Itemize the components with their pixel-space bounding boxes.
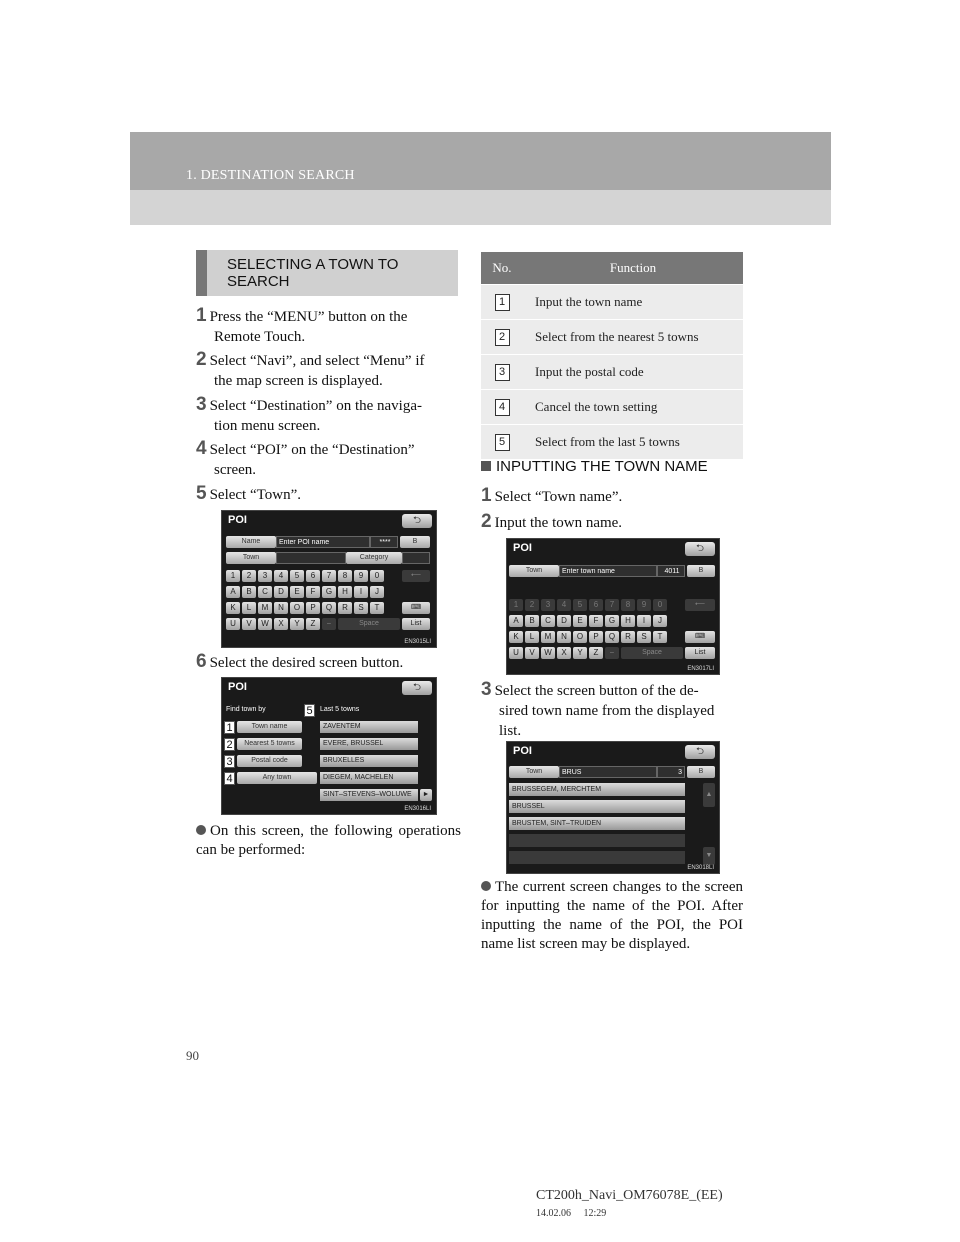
key-4[interactable]: 4 [274,570,288,582]
poi-search-screen: POI ⮌ Name Enter POI name **** B Town Category 1 2 3 4 5 6 7 8 9 0 ⟵ A B C D E F G H I J K L M N O P Q R S T ⌨ U V W X Y Z – Space List EN3015LI [221,510,437,648]
key-8[interactable]: 8 [621,599,635,611]
back-button[interactable]: ⮌ [685,542,715,556]
b-button[interactable]: B [400,536,430,548]
key-v[interactable]: V [242,618,256,630]
callout-5: 5 [304,704,315,717]
back-button[interactable]: ⮌ [685,745,715,759]
print-timestamp: 14.02.06 12:29 [536,1208,607,1219]
key-2[interactable]: 2 [525,599,539,611]
key-0[interactable]: 0 [370,570,384,582]
heading-bar [196,250,207,296]
key-8[interactable]: 8 [338,570,352,582]
operations-note: On this screen, the following operations can be performed: [196,823,461,858]
scroll-right-icon[interactable]: ► [420,789,432,801]
town-result-list-screen: POI ⮌ Town BRUS 3 B BRUSSEGEM, MERCHTEM BRUSSEL BRUSTEM, SINT–TRUIDEN ▲ ▼ EN3018LI [506,741,720,874]
callout-3: 3 [224,755,235,768]
b-button[interactable]: B [687,565,715,577]
bullet-icon [196,825,206,835]
back-button[interactable]: ⮌ [402,514,432,528]
town-item[interactable]: BRUXELLES [320,755,418,767]
key-q[interactable]: Q [605,631,619,643]
key-y[interactable]: Y [573,647,587,659]
key-a[interactable]: A [509,615,523,627]
back-button[interactable]: ⮌ [402,681,432,695]
key-n[interactable]: N [274,602,288,614]
town-button[interactable]: Town [226,552,276,564]
step-2: 2 Select “Navi”, and select “Menu” if the map screen is displayed. [196,349,425,389]
table-row [481,390,743,425]
callout-number: 4 [495,399,510,416]
town-name-button[interactable]: Town name [237,721,302,733]
image-code: EN3018LI [687,865,714,871]
step-6: 6 Select the desired screen button. [196,651,404,672]
section-heading [196,250,458,296]
key-c[interactable]: C [541,615,555,627]
backspace-icon[interactable]: ⟵ [685,599,715,611]
key-z[interactable]: Z [589,647,603,659]
key-j[interactable]: J [370,586,384,598]
key-7[interactable]: 7 [322,570,336,582]
key-y[interactable]: Y [290,618,304,630]
poi-name-field[interactable]: Enter POI name [276,536,370,548]
key-x[interactable]: X [557,647,571,659]
callout-2: 2 [224,738,235,751]
image-code: EN3015LI [404,639,431,645]
postal-code-button[interactable]: Postal code [237,755,302,767]
result-item[interactable]: BRUSSEL [509,800,685,813]
callout-1: 1 [224,721,235,734]
key-4[interactable]: 4 [557,599,571,611]
document-id: CT200h_Navi_OM76078E_(EE) [536,1188,723,1203]
screen-change-note: The current screen changes to the screen for inputting the name of the POI. After inputting the name of the POI, the POI name list screen may be displayed. [481,879,743,952]
key-n[interactable]: N [557,631,571,643]
key-m[interactable]: M [258,602,272,614]
key-1[interactable]: 1 [226,570,240,582]
match-count: **** [370,536,398,548]
step-5: 5 Select “Town”. [196,483,301,504]
key-c[interactable]: C [258,586,272,598]
key-9[interactable]: 9 [637,599,651,611]
key-3[interactable]: 3 [541,599,555,611]
space-key[interactable]: Space [621,647,683,659]
town-name-field[interactable]: BRUS [559,766,657,778]
step-1: 1 Press the “MENU” button on the Remote Touch. [196,305,408,345]
key-b[interactable]: B [242,586,256,598]
any-town-button[interactable]: Any town [237,772,317,784]
find-town-by-label: Find town by [226,706,266,713]
key-f[interactable]: F [306,586,320,598]
nearest-5-towns-button[interactable]: Nearest 5 towns [237,738,302,750]
key-0[interactable]: 0 [653,599,667,611]
callout-number: 3 [495,364,510,381]
callout-number: 1 [495,294,510,311]
callout-number: 2 [495,329,510,346]
key-v[interactable]: V [525,647,539,659]
scroll-down-icon[interactable]: ▼ [703,847,715,865]
key-t[interactable]: T [653,631,667,643]
callout-number: 5 [495,434,510,451]
town-field [276,552,346,564]
key-p[interactable]: P [589,631,603,643]
section-title: 1. DESTINATION SEARCH [186,168,355,183]
bullet-icon [481,881,491,891]
key-5[interactable]: 5 [290,570,304,582]
key-i[interactable]: I [354,586,368,598]
key-s[interactable]: S [354,602,368,614]
subheading: INPUTTING THE TOWN NAME [481,458,708,475]
town-name-input-screen: POI ⮌ Town Enter town name 4011 B 1 2 3 4 5 6 7 8 9 0 ⟵ A B C D E F G H I J K L M N O P Q R S T ⌨ U V W X Y Z – Space List EN3017LI [506,538,720,675]
key-6[interactable]: 6 [306,570,320,582]
key-7[interactable]: 7 [605,599,619,611]
last-5-towns-label: Last 5 towns [320,706,360,713]
callout-4: 4 [224,772,235,785]
key-t[interactable]: T [370,602,384,614]
key-h[interactable]: H [338,586,352,598]
function-cell: Cancel the town setting [523,390,743,425]
square-bullet-icon [481,461,491,471]
key-u[interactable]: U [509,647,523,659]
dash-key[interactable]: – [322,618,336,630]
key-j[interactable]: J [653,615,667,627]
key-2[interactable]: 2 [242,570,256,582]
town-item[interactable]: ZAVENTEM [320,721,418,733]
key-l[interactable]: L [242,602,256,614]
key-s[interactable]: S [637,631,651,643]
key-k[interactable]: K [509,631,523,643]
match-count: 4011 [657,565,685,577]
key-9[interactable]: 9 [354,570,368,582]
scroll-up-icon[interactable]: ▲ [703,783,715,807]
key-r[interactable]: R [338,602,352,614]
key-g[interactable]: G [605,615,619,627]
key-6[interactable]: 6 [589,599,603,611]
key-o[interactable]: O [573,631,587,643]
space-key[interactable]: Space [338,618,400,630]
town-button[interactable]: Town [509,766,559,778]
step-r1: 1 Select “Town name”. [481,485,623,506]
function-cell: Input the town name [523,285,743,320]
key-u[interactable]: U [226,618,240,630]
key-i[interactable]: I [637,615,651,627]
key-o[interactable]: O [290,602,304,614]
page-number: 90 [186,1048,199,1063]
table-row [481,285,743,320]
col-no-header: No. [481,252,523,285]
col-function-header: Function [523,252,743,285]
key-r[interactable]: R [621,631,635,643]
find-town-screen: POI ⮌ Find town by 5 Last 5 towns 1 Town name 2 Nearest 5 towns 3 Postal code 4 Any town ZAVENTEM EVERE, BRUSSEL BRUXELLES DIEGEM, MACHELEN SINT–STEVENS–WOLUWE ► EN3016LI [221,677,437,815]
step-4: 4 Select “POI” on the “Destination” screen. [196,438,415,478]
key-e[interactable]: E [290,586,304,598]
result-item-empty [509,834,685,847]
function-table [481,252,743,459]
table-row [481,320,743,355]
image-code: EN3017LI [687,666,714,672]
key-h[interactable]: H [621,615,635,627]
key-m[interactable]: M [541,631,555,643]
key-w[interactable]: W [541,647,555,659]
key-1[interactable]: 1 [509,599,523,611]
list-button[interactable]: List [402,618,430,630]
function-cell: Input the postal code [523,355,743,390]
table-row [481,355,743,390]
result-item[interactable]: BRUSSEGEM, MERCHTEM [509,783,685,796]
result-item[interactable]: BRUSTEM, SINT–TRUIDEN [509,817,685,830]
key-b[interactable]: B [525,615,539,627]
keyboard-icon[interactable]: ⌨ [402,602,430,614]
backspace-icon[interactable]: ⟵ [402,570,430,582]
name-button[interactable]: Name [226,536,276,548]
key-g[interactable]: G [322,586,336,598]
key-p[interactable]: P [306,602,320,614]
key-z[interactable]: Z [306,618,320,630]
town-button[interactable]: Town [509,565,559,577]
step-r2: 2 Input the town name. [481,511,623,532]
key-k[interactable]: K [226,602,240,614]
town-item[interactable]: EVERE, BRUSSEL [320,738,418,750]
category-button[interactable]: Category [346,552,402,564]
function-cell: Select from the nearest 5 towns [523,320,743,355]
category-field [402,552,430,564]
match-count: 3 [657,766,685,778]
key-l[interactable]: L [525,631,539,643]
key-a[interactable]: A [226,586,240,598]
step-3: 3 Select “Destination” on the naviga- tion menu screen. [196,394,423,434]
key-q[interactable]: Q [322,602,336,614]
step-r3: 3 Select the screen button of the de- sired town name from the displayed list. [481,679,715,739]
header-subband [130,190,831,225]
key-3[interactable]: 3 [258,570,272,582]
town-item[interactable]: DIEGEM, MACHELEN [320,772,418,784]
key-x[interactable]: X [274,618,288,630]
dash-key[interactable]: – [605,647,619,659]
key-w[interactable]: W [258,618,272,630]
keyboard-icon[interactable]: ⌨ [685,631,715,643]
town-item[interactable]: SINT–STEVENS–WOLUWE [320,789,418,801]
town-name-field[interactable]: Enter town name [559,565,657,577]
key-e[interactable]: E [573,615,587,627]
table-row [481,425,743,460]
list-button[interactable]: List [685,647,715,659]
image-code: EN3016LI [404,806,431,812]
b-button[interactable]: B [687,766,715,778]
function-cell: Select from the last 5 towns [523,425,743,460]
key-f[interactable]: F [589,615,603,627]
key-5[interactable]: 5 [573,599,587,611]
result-item-empty [509,851,685,864]
key-d[interactable]: D [557,615,571,627]
key-d[interactable]: D [274,586,288,598]
heading-text: SELECTING A TOWN TO SEARCH [227,256,399,290]
